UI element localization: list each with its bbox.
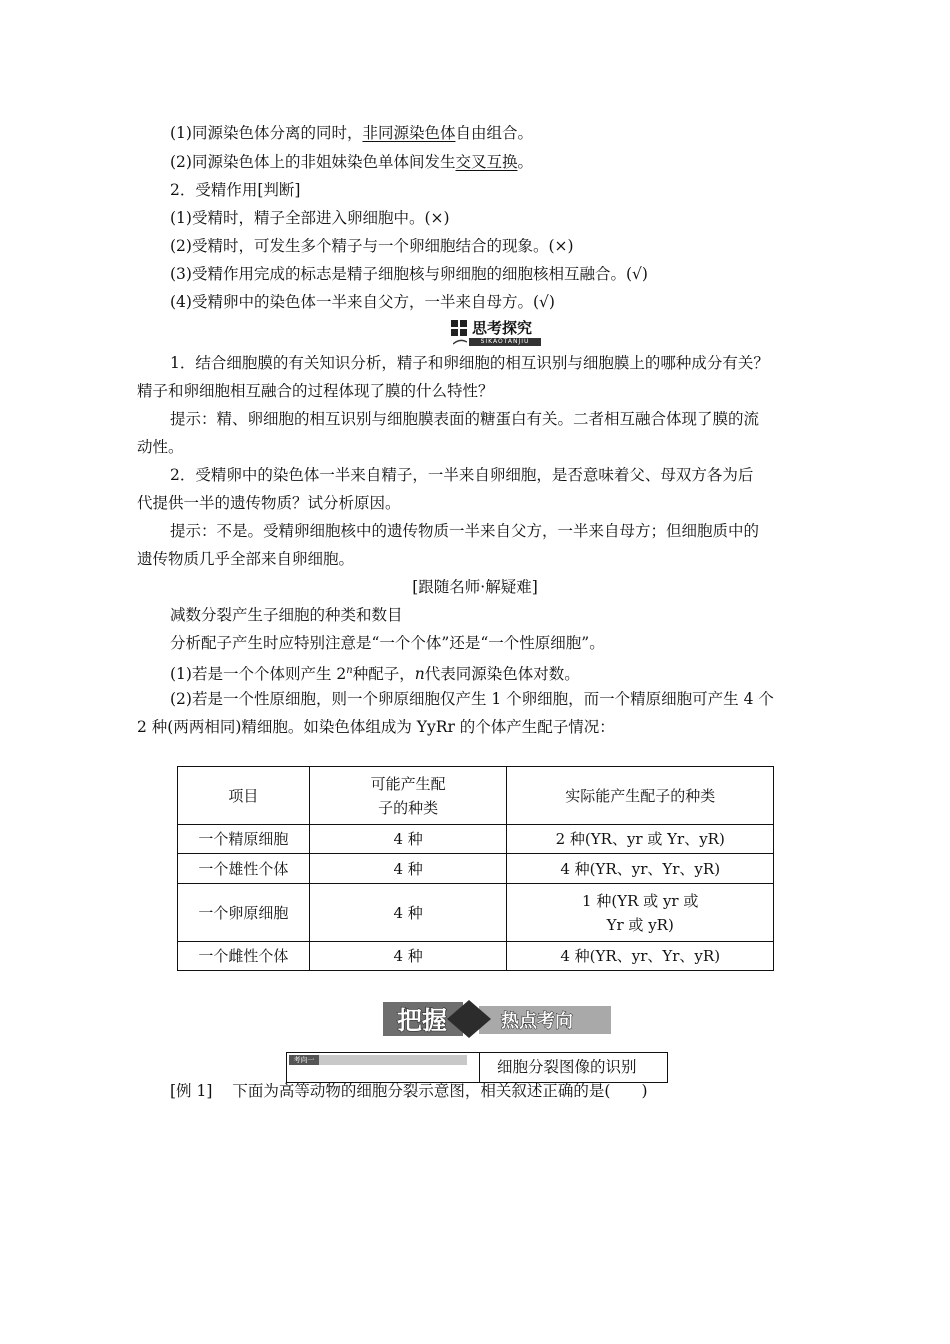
gamete-table [177,766,774,971]
answer-2-line-1: 提示：不是。受精卵细胞核中的遗传物质一半来自父方，一半来自母方；但细胞质中的 [170,522,760,540]
question-1-line-2: 精子和卵细胞相互融合的过程体现了膜的什么特性？ [137,382,494,400]
table-row [178,854,774,884]
section-intro: 分析配子产生时应特别注意是“一个个体”还是“一个性原细胞”。 [170,634,605,652]
fertilization-item: (1)受精时，精子全部进入卵细胞中。(×) [170,209,450,227]
table-cell: 一个雄性个体 [178,854,310,884]
topic-tag-label: 考向一 [289,1055,319,1065]
table-cell: 4 种 [309,854,507,884]
point-1-suffix: 代表同源染色体对数。 [424,665,580,684]
table-cell: 一个卵原细胞 [178,884,310,942]
question-1-line-1: 1．结合细胞膜的有关知识分析，精子和卵细胞的相互识别与细胞膜上的哪种成分有关？ [170,354,769,372]
table-header-cell: 项目 [178,767,310,825]
topic-title: 细胞分裂图像的识别 [497,1058,637,1076]
fertilization-item: (2)受精时，可发生多个精子与一个卵细胞结合的现象。(×) [170,237,574,255]
table-cell: 4 种(YR、yr、Yr、yR) [507,854,774,884]
example-label: [例 1] [170,1082,213,1100]
answer-2-line-2: 遗传物质几乎全部来自卵细胞。 [137,550,355,568]
answer-1-line-2: 动性。 [137,438,184,456]
table-header-cell [309,767,507,825]
table-header-line: 可能产生配 [370,774,446,793]
section-point-2-line-1: (2)若是一个性原细胞，则一个卵原细胞仅产生 1 个卵细胞，而一个精原细胞可产生 4 个 [170,690,774,708]
grid-icon [451,320,468,337]
meiosis-point-2-suffix: 。 [517,153,533,171]
fertilization-heading: 2．受精作用[判断] [170,181,301,199]
answer-1-line-1: 提示：精、卵细胞的相互识别与细胞膜表面的糖蛋白有关。二者相互融合体现了膜的流 [170,410,760,428]
question-2-line-1: 2．受精卵中的染色体一半来自精子，一半来自卵细胞，是否意味着父、母双方各为后 [170,466,754,484]
meiosis-point-2-keyword: 交叉互换 [455,153,518,171]
banner-small-text: 热点考向 [501,1011,573,1032]
section-topic: 减数分裂产生子细胞的种类和数目 [170,606,403,624]
table-cell [507,884,774,942]
section-point-1 [170,661,580,684]
section-point-2-line-2: 2 种(两两相同)精细胞。如染色体组成为 YyRr 的个体产生配子情况： [137,718,615,736]
table-header-cell: 实际能产生配子的种类 [507,767,774,825]
fertilization-item: (3)受精作用完成的标志是精子细胞核与卵细胞的细胞核相互融合。(√) [170,265,648,283]
example-1 [170,1081,648,1101]
meiosis-point-1-suffix: 自由组合。 [455,124,533,142]
point-1-prefix: (1)若是一个个体则产生 2 [170,665,347,684]
think-explore-subtitle: SIKAOTANJIU [469,338,541,346]
table-row [178,884,774,942]
table-cell: 4 种 [309,825,507,854]
meiosis-point-1 [170,123,533,143]
table-cell-line: Yr 或 yR) [606,915,674,934]
table-cell: 一个雌性个体 [178,942,310,971]
table-cell-line: 1 种(YR 或 yr 或 [582,891,699,910]
think-explore-title: 思考探究 [472,319,533,337]
table-header-row [178,767,774,825]
meiosis-point-2 [170,152,533,172]
fertilization-item: (4)受精卵中的染色体一半来自父方，一半来自母方。(√) [170,293,555,311]
question-2-line-2: 代提供一半的遗传物质？试分析原因。 [137,494,401,512]
point-1-variable: n [414,665,425,684]
meiosis-point-1-keyword: 非同源染色体 [362,124,456,142]
table-cell: 4 种 [309,942,507,971]
example-text: 下面为高等动物的细胞分裂示意图，相关叙述正确的是( ) [232,1082,648,1100]
table-cell: 一个精原细胞 [178,825,310,854]
grasp-hot-topics-banner [383,1000,611,1038]
meiosis-point-1-prefix: (1)同源染色体分离的同时， [170,124,363,142]
section-heading: [跟随名师·解疑难] [412,578,538,596]
meiosis-point-2-prefix: (2)同源染色体上的非姐妹染色单体间发生 [170,153,456,171]
table-cell: 4 种(YR、yr、Yr、yR) [507,942,774,971]
table-header-line: 子的种类 [378,798,439,817]
topic-tag-area [287,1053,480,1082]
table-row [178,942,774,971]
topic-box [286,1052,668,1083]
topic-tag-bar [289,1055,467,1065]
think-explore-banner [451,318,546,346]
table-row [178,825,774,854]
point-1-exponent: n [346,665,353,676]
banner-big-text: 把握 [397,1006,448,1035]
table-cell: 4 种 [309,884,507,942]
point-1-middle: 种配子， [352,665,415,684]
swoosh-icon [453,339,467,345]
table-cell: 2 种(YR、yr 或 Yr、yR) [507,825,774,854]
